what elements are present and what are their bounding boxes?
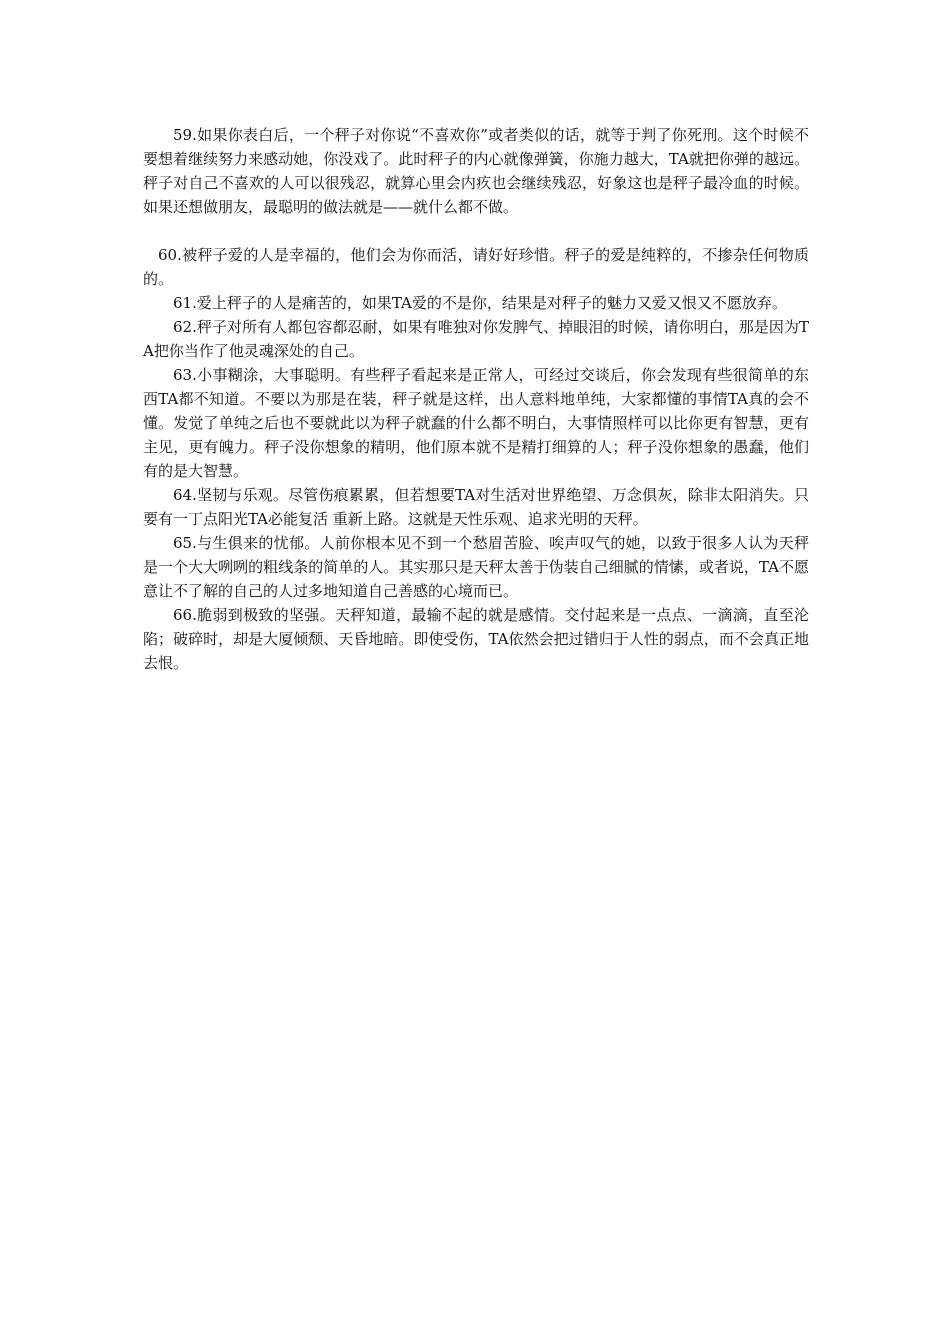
- paragraph-60: 60.被秤子爱的人是幸福的，他们会为你而活，请好好珍惜。秤子的爱是纯粹的，不掺杂任何物质的。: [143, 246, 809, 288]
- paragraph-66: 66.脆弱到极致的坚强。天秤知道，最输不起的就是感情。交付起来是一点点、一滴滴，直至沦陷；破碎时，却是大厦倾颓、天昏地暗。即使受伤，TA依然会把过错归于人性的弱点，而不会真正地去恨。: [143, 606, 809, 672]
- document-body: [143, 123, 809, 675]
- paragraph-62: 62.秤子对所有人都包容都忍耐，如果有唯独对你发脾气、掉眼泪的时候，请你明白，那是因为TA把你当作了他灵魂深处的自己。: [143, 318, 809, 360]
- paragraph-59: 59.如果你表白后，一个秤子对你说“不喜欢你”或者类似的话，就等于判了你死刑。这个时候不要想着继续努力来感动她，你没戏了。此时秤子的内心就像弹簧，你施力越大，TA就把你弹的越远。秤子对自己不喜欢的人可以很残忍，就算心里会内疚也会继续残忍，好象这也是秤子最冷血的时候。如果还想做朋友，最聪明的做法就是——就什么都不做。: [143, 126, 809, 216]
- paragraph-65: 65.与生俱来的忧郁。人前你根本见不到一个愁眉苦脸、唉声叹气的她，以致于很多人认为天秤是一个大大咧咧的粗线条的简单的人。其实那只是天秤太善于伪装自己细腻的情愫，或者说，TA不愿意让不了解的自己的人过多地知道自己善感的心境而已。: [143, 534, 809, 600]
- paragraph-64: 64.坚韧与乐观。尽管伤痕累累，但若想要TA对生活对世界绝望、万念俱灰，除非太阳消失。只要有一丁点阳光TA必能复活 重新上路。这就是天性乐观、追求光明的天秤。: [143, 486, 809, 528]
- paragraph-61: 61.爱上秤子的人是痛苦的，如果TA爱的不是你，结果是对秤子的魅力又爱又恨又不愿放弃。: [173, 294, 787, 312]
- paragraph-63: 63.小事糊涂，大事聪明。有些秤子看起来是正常人，可经过交谈后，你会发现有些很简单的东西TA都不知道。不要以为那是在装，秤子就是这样，出人意料地单纯，大家都懂的事情TA真的会不懂。发觉了单纯之后也不要就此以为秤子就蠢的什么都不明白，大事情照样可以比你更有智慧，更有主见，更有魄力。秤子没你想象的精明，他们原本就不是精打细算的人；秤子没你想象的愚蠢，他们有的是大智慧。: [143, 366, 809, 480]
